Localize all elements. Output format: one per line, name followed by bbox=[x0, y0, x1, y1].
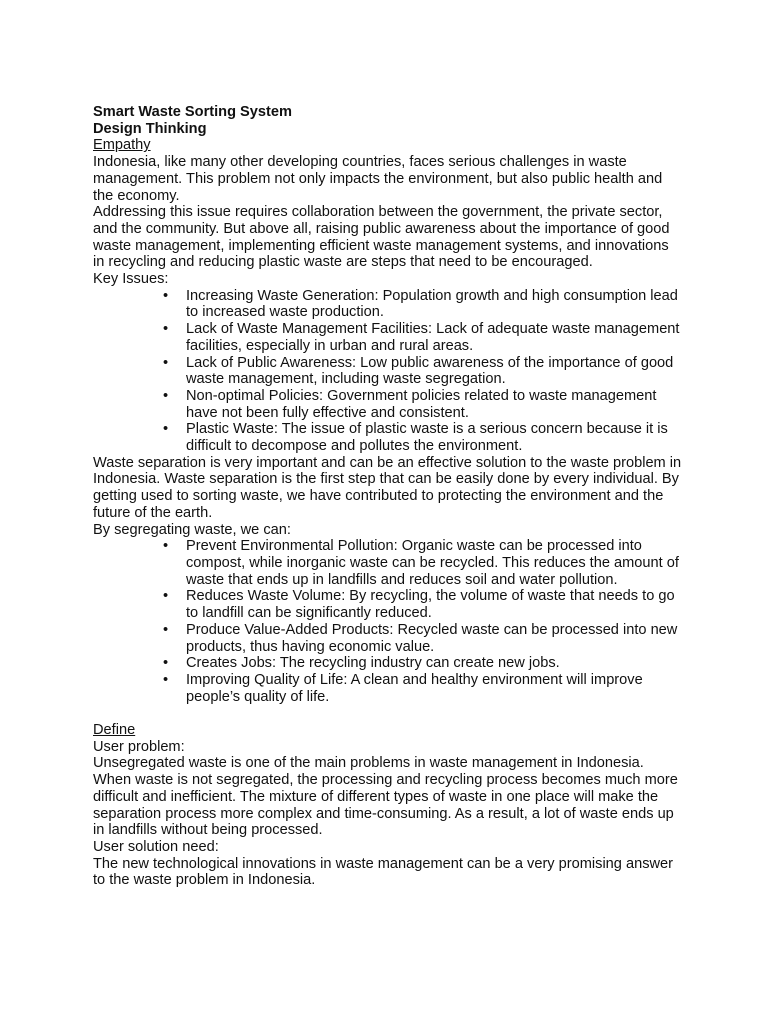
key-issues-label: Key Issues: bbox=[93, 271, 169, 288]
benefits-label: By segregating waste, we can: bbox=[93, 521, 291, 538]
empathy-heading: Empathy bbox=[93, 137, 151, 154]
bullet-icon: • bbox=[163, 655, 169, 672]
solution-need-label: User solution need: bbox=[93, 838, 219, 855]
define-paragraph-3: The new technological innovations in waste management can be a very promising answer to the waste problem in Indonesia. bbox=[93, 855, 674, 889]
list-item: • Plastic Waste: The issue of plastic waste is a serious concern because it is difficult to decompose and pollutes the environment. bbox=[163, 421, 668, 455]
list-item: • Creates Jobs: The recycling industry can create new jobs. bbox=[163, 655, 560, 672]
bullet-icon: • bbox=[163, 538, 169, 555]
define-paragraph-2: When waste is not segregated, the processing and recycling process becomes much more difficult and inefficient. The mixture of different types of waste in one place will make the separation process more complex and time-consuming. As a result, a lot of waste ends up in landfills without being processed. bbox=[93, 772, 678, 839]
list-item: • Improving Quality of Life: A clean and healthy environment will improve people’s quality of life. bbox=[163, 671, 643, 705]
empathy-paragraph-3: Waste separation is very important and can be an effective solution to the waste problem in Indonesia. Waste separation is the first step that can be easily done by every individual. By getting used to sorting waste, we have contributed to protecting the environment and the future of the earth. bbox=[93, 454, 682, 521]
define-paragraph-1: Unsegregated waste is one of the main problems in waste management in Indonesia. bbox=[93, 755, 644, 772]
bullet-icon: • bbox=[163, 354, 169, 371]
list-item: • Non-optimal Policies: Government policies related to waste management have not been fully effective and consistent. bbox=[163, 387, 657, 421]
list-item: • Lack of Public Awareness: Low public awareness of the importance of good waste management, including waste segregation. bbox=[163, 354, 674, 388]
list-item: • Produce Value-Added Products: Recycled waste can be processed into new products, thus having economic value. bbox=[163, 621, 678, 655]
list-item: • Increasing Waste Generation: Population growth and high consumption lead to increased waste production. bbox=[163, 287, 678, 321]
bullet-icon: • bbox=[163, 621, 169, 638]
bullet-icon: • bbox=[163, 588, 169, 605]
list-item: • Reduces Waste Volume: By recycling, the volume of waste that needs to go to landfill can be significantly reduced. bbox=[163, 588, 675, 622]
document-title: Smart Waste Sorting System bbox=[93, 104, 292, 120]
bullet-icon: • bbox=[163, 421, 169, 438]
document-subtitle: Design Thinking bbox=[93, 120, 207, 137]
define-heading: Define bbox=[93, 722, 136, 738]
bullet-icon: • bbox=[163, 321, 169, 338]
benefits-list bbox=[93, 538, 683, 705]
document-body bbox=[93, 104, 683, 889]
user-problem-label: User problem: bbox=[93, 738, 185, 755]
empathy-paragraph-1: Indonesia, like many other developing countries, faces serious challenges in waste management. This problem not only impacts the environment, but also public health and the economy. bbox=[93, 154, 663, 204]
bullet-icon: • bbox=[163, 387, 169, 404]
key-issues-list bbox=[93, 288, 683, 455]
list-item: • Lack of Waste Management Facilities: Lack of adequate waste management facilities, especially in urban and rural areas. bbox=[163, 321, 680, 354]
spacer bbox=[93, 705, 683, 722]
list-item: • Prevent Environmental Pollution: Organic waste can be processed into compost, while inorganic waste can be recycled. This reduces the amount of waste that ends up in landfills and reduces soil and water pollution. bbox=[163, 538, 679, 588]
empathy-paragraph-2: Addressing this issue requires collaboration between the government, the private sector, and the community. But above all, raising public awareness about the importance of good waste management, implementing efficient waste management systems, and innovations in recycling and reducing plastic waste are steps that need to be encouraged. bbox=[93, 204, 670, 271]
bullet-icon: • bbox=[163, 287, 169, 304]
bullet-icon: • bbox=[163, 671, 169, 688]
